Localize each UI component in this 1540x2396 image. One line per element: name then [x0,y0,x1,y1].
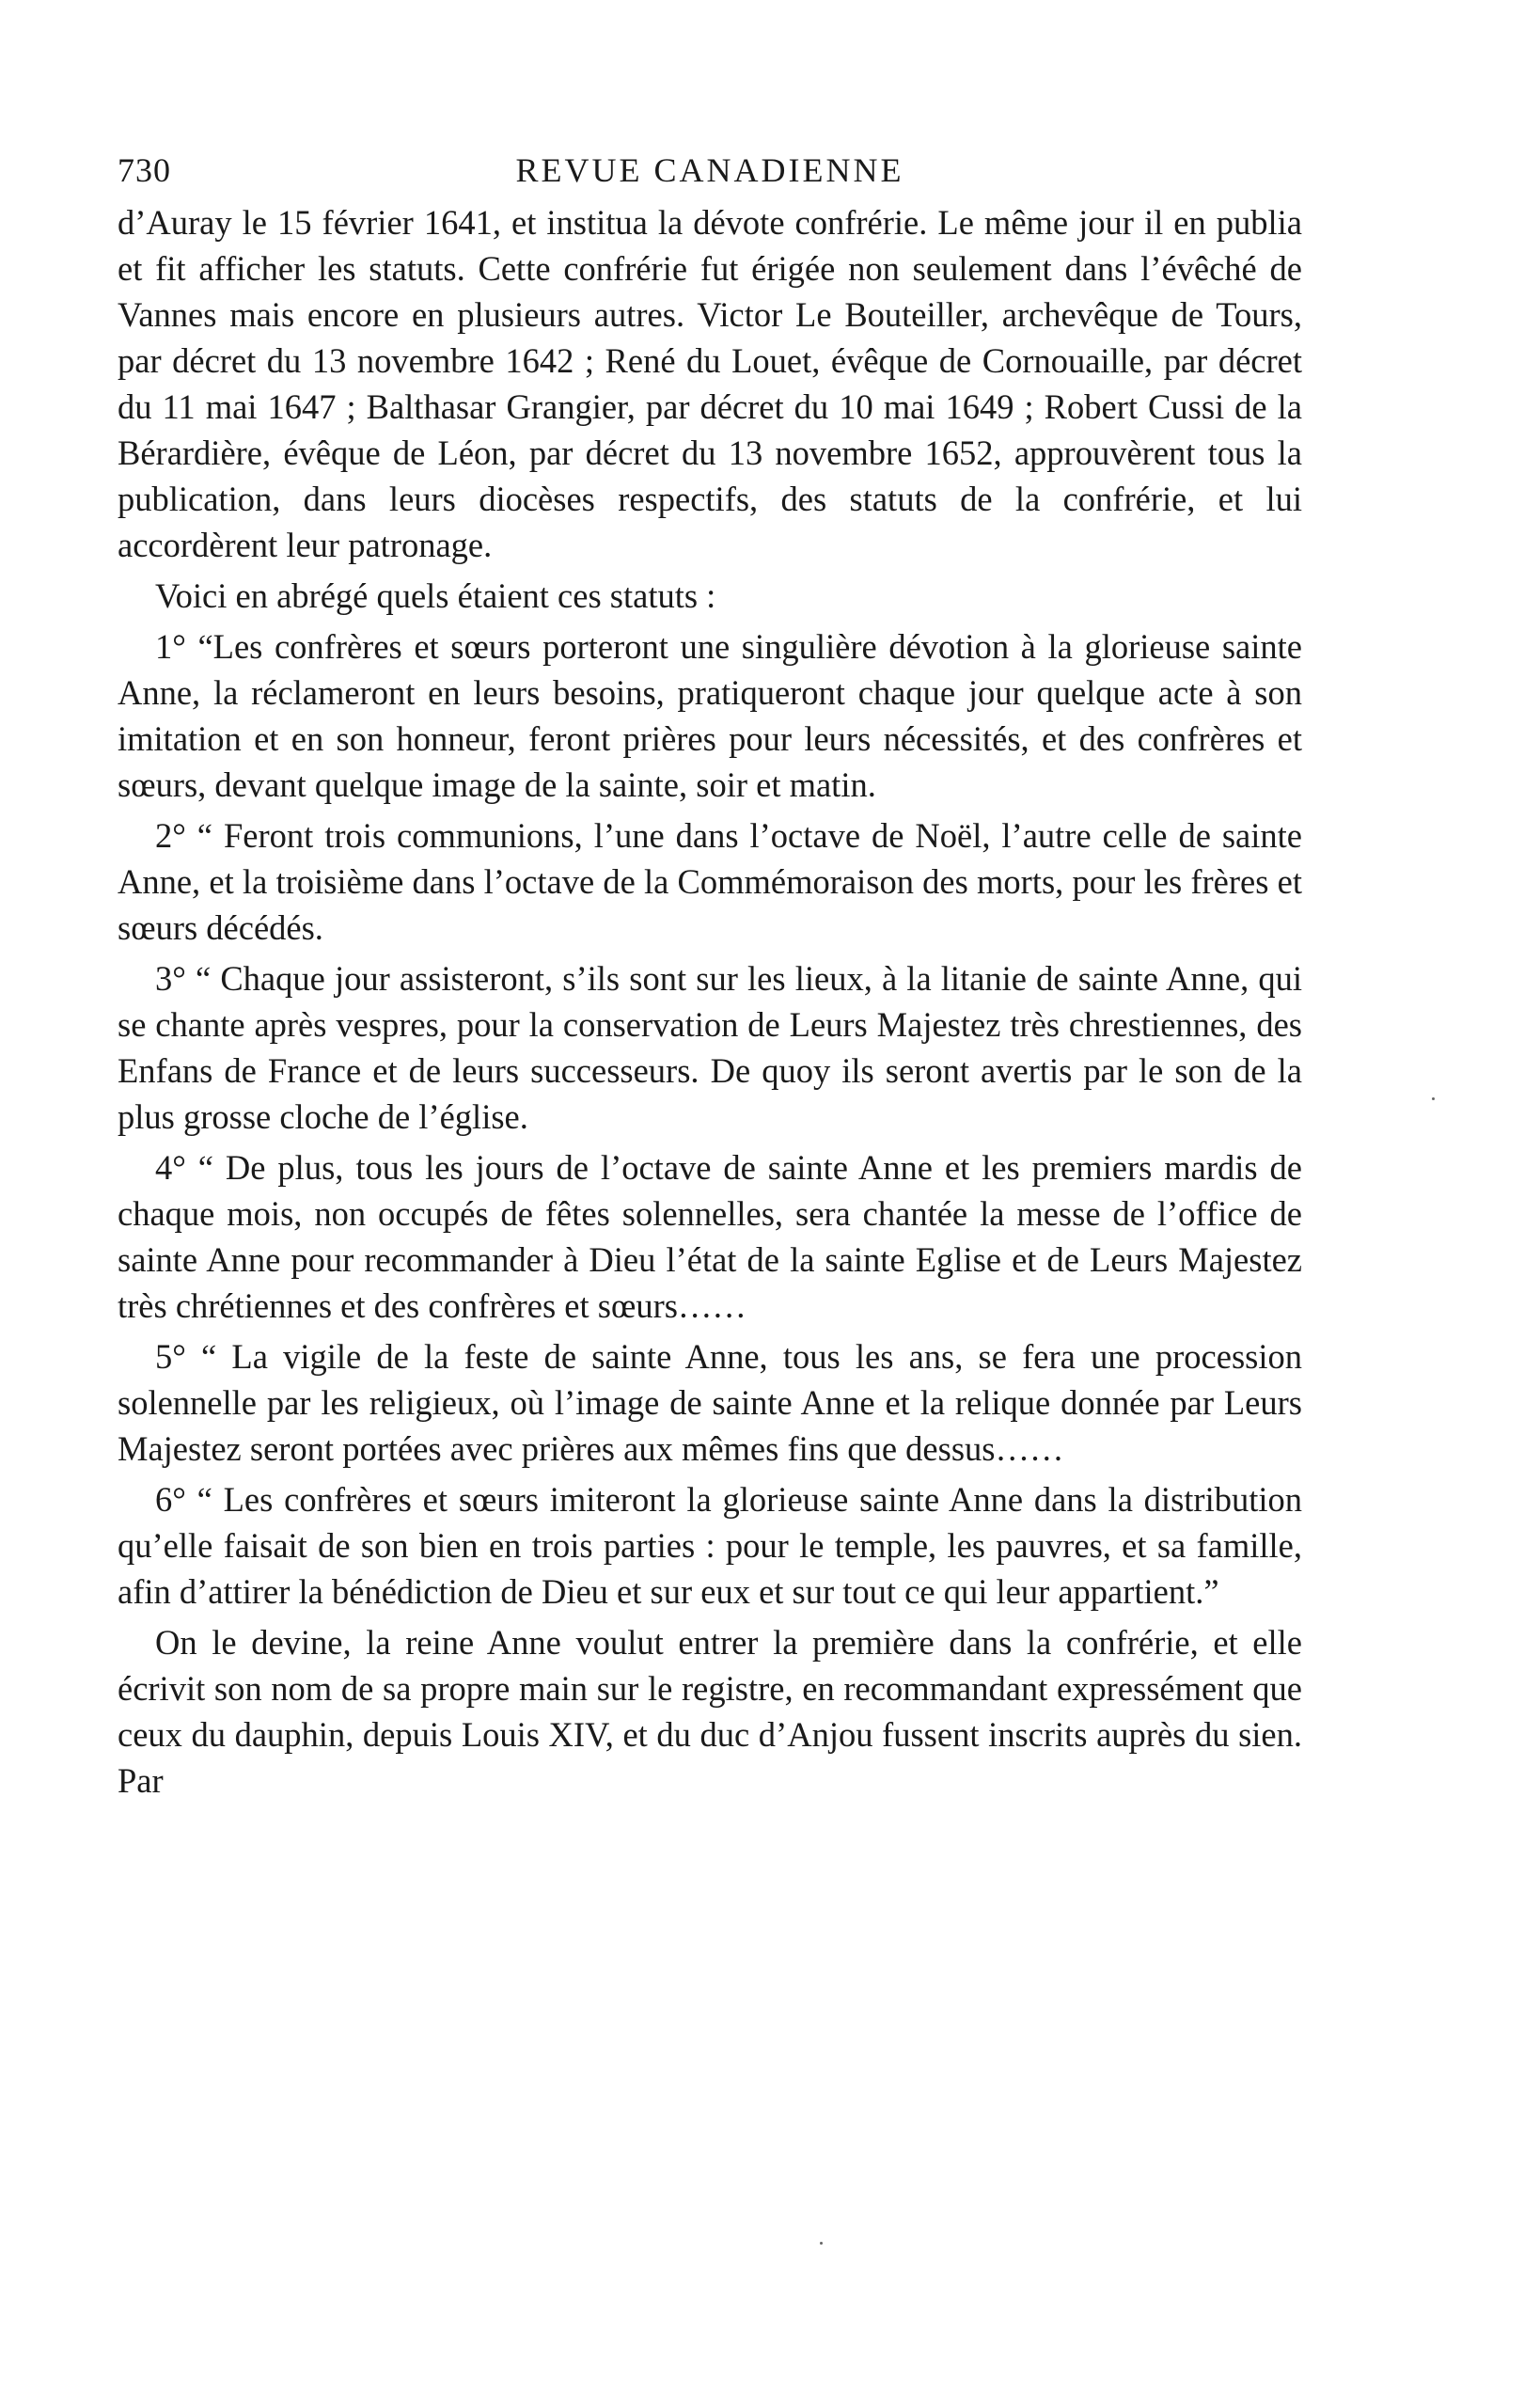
body-text [118,199,1302,1804]
running-title: REVUE CANADIENNE [515,151,904,189]
paragraph-statute-5: 5° “ La vigile de la feste de sainte Anne, tous les ans, se fera une procession solennelle par les religieux, où l’image de sainte Anne et la relique donnée par Leurs Majestez seront portées avec prières aux mêmes fins que dessus…… [118,1337,1302,1468]
running-head [118,150,1302,199]
paragraph-statute-4: 4° “ De plus, tous les jours de l’octave de sainte Anne et les premiers mardis de chaque mois, non occupés de fêtes solennelles, sera chantée la messe de l’office de sainte Anne pour recommander à Dieu l’état de la sainte Eglise et de Leurs Majestez très chrétiennes et des confrères et sœurs…… [118,1148,1302,1325]
paragraph-statutes-intro: Voici en abrégé quels étaient ces statuts : [155,576,716,615]
bottom-speck [820,2242,823,2245]
paragraph-continuation: d’Auray le 15 février 1641, et institua la dévote confrérie. Le même jour il en publia et fit afficher les statuts. Cette confrérie fut érigée non seulement dans l’évêché de Vannes mais encore en plusieurs autres. Victor Le Bouteiller, archevêque de Tours, par décret du 13 novembre 1642 ; René du Louet, évêque de Cornouaille, par décret du 11 mai 1647 ; Balthasar Grangier, par décret du 10 mai 1649 ; Robert Cussi de la Bérardière, évêque de Léon, par décret du 13 novembre 1652, approuvèrent tous la publication, dans leurs diocèses respectifs, des statuts de la confrérie, et lui accordèrent leur patronage. [118,203,1302,564]
paragraph-statute-2: 2° “ Feront trois communions, l’une dans l’octave de Noël, l’autre celle de sainte Anne, et la troisième dans l’octave de la Commémoraison des morts, pour les frères et sœurs décédés. [118,816,1302,947]
page-number: 730 [118,151,171,189]
paragraph-statute-3: 3° “ Chaque jour assisteront, s’ils sont sur les lieux, à la litanie de sainte Anne, qui se chante après vespres, pour la conservation de Leurs Majestez très chrestiennes, des Enfans de France et de leurs successeurs. De quoy ils seront avertis par le son de la plus grosse cloche de l’église. [118,959,1302,1136]
margin-speck [1432,1097,1435,1100]
paragraph-statute-6: 6° “ Les confrères et sœurs imiteront la glorieuse sainte Anne dans la distribution qu’elle faisait de son bien en trois parties : pour le temple, les pauvres, et sa famille, afin d’attirer la bénédiction de Dieu et sur eux et sur tout ce qui leur appartient.” [118,1480,1302,1611]
paragraph-statute-1: 1° “Les confrères et sœurs porteront une singulière dévotion à la glorieuse sainte Anne, la réclameront en leurs besoins, pratiqueront chaque jour quelque acte à son imitation et en son honneur, feront prières pour leurs nécessités, et des confrères et sœurs, devant quelque image de la sainte, soir et matin. [118,627,1302,804]
paragraph-queen-anne: On le devine, la reine Anne voulut entrer la première dans la confrérie, et elle écrivit son nom de sa propre main sur le registre, en recommandant expressément que ceux du dauphin, depuis Louis XIV, et du duc d’Anjou fussent inscrits auprès du sien. Par [118,1623,1302,1800]
document-page [118,150,1302,1808]
